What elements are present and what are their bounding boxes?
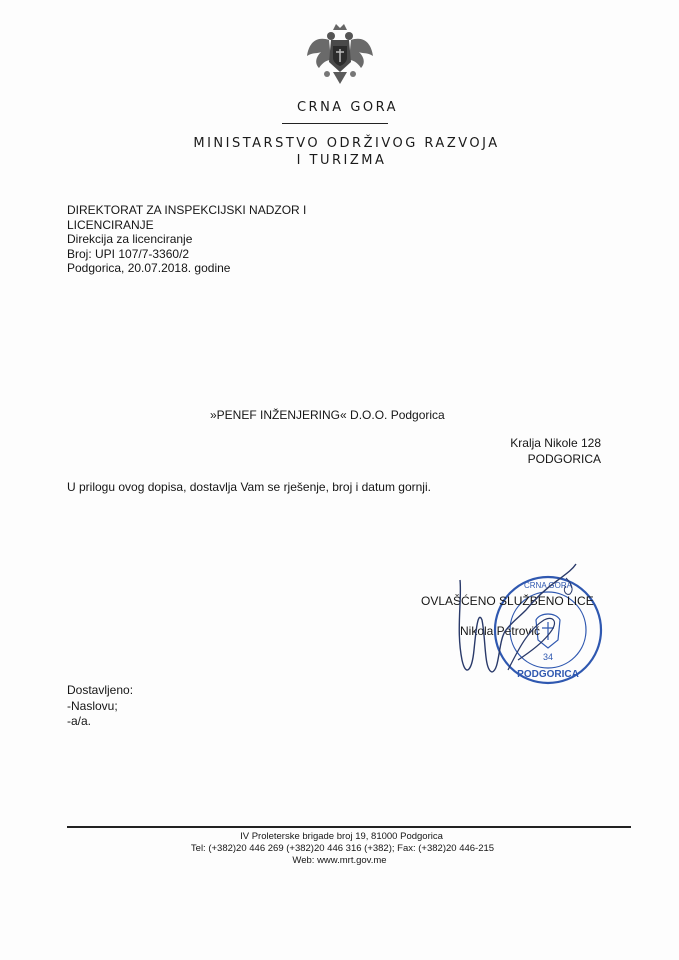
distribution-item: -Naslovu; (67, 698, 118, 713)
ministry-name-line1: MINISTARSTVO ODRŽIVOG RAZVOJA (193, 136, 500, 151)
distribution-block (67, 683, 133, 729)
footer-address: IV Proleterske brigade broj 19, 81000 Podgorica (240, 831, 443, 842)
country-heading: CRNA GORA (296, 100, 399, 115)
sender-block (67, 203, 306, 276)
stamp-top-text: CRNA GORA (523, 581, 573, 590)
document-date: Podgorica, 20.07.2018. godine (67, 261, 231, 275)
recipient-city: PODGORICA (527, 452, 601, 466)
stamp-city: PODGORICA (517, 669, 579, 680)
recipient-street: Kralja Nikole 128 (510, 436, 601, 450)
header-divider (282, 123, 388, 124)
body-text: U prilogu ovog dopisa, dostavlja Vam se rješenje, broj i datum gornji. (67, 480, 431, 494)
footer-web: Web: www.mrt.gov.me (292, 855, 387, 866)
footer-divider (67, 826, 631, 828)
signatory-title: OVLAŠĆENO SLUŽBENO LICE (421, 594, 594, 608)
coat-of-arms-icon (303, 22, 377, 90)
footer-phones: Tel: (+382)20 446 269 (+382)20 446 316 (+382); Fax: (+382)20 446-215 (190, 843, 495, 854)
distribution-heading: Dostavljeno: (67, 683, 134, 697)
sender-line: LICENCIRANJE (67, 217, 154, 232)
distribution-item: -a/a. (67, 714, 92, 728)
stamp-number: 34 (542, 652, 554, 662)
document-number: Broj: UPI 107/7-3360/2 (67, 246, 190, 261)
sender-line: DIREKTORAT ZA INSPEKCIJSKI NADZOR I (67, 203, 307, 217)
recipient-name: »PENEF INŽENJERING« D.O.O. Podgorica (210, 408, 445, 422)
signatory-name: Nikola Petrović (460, 624, 541, 638)
sender-line: Direkcija za licenciranje (67, 232, 193, 246)
handwritten-signature (448, 560, 598, 690)
ministry-name-line2: I TURIZMA (296, 153, 387, 168)
